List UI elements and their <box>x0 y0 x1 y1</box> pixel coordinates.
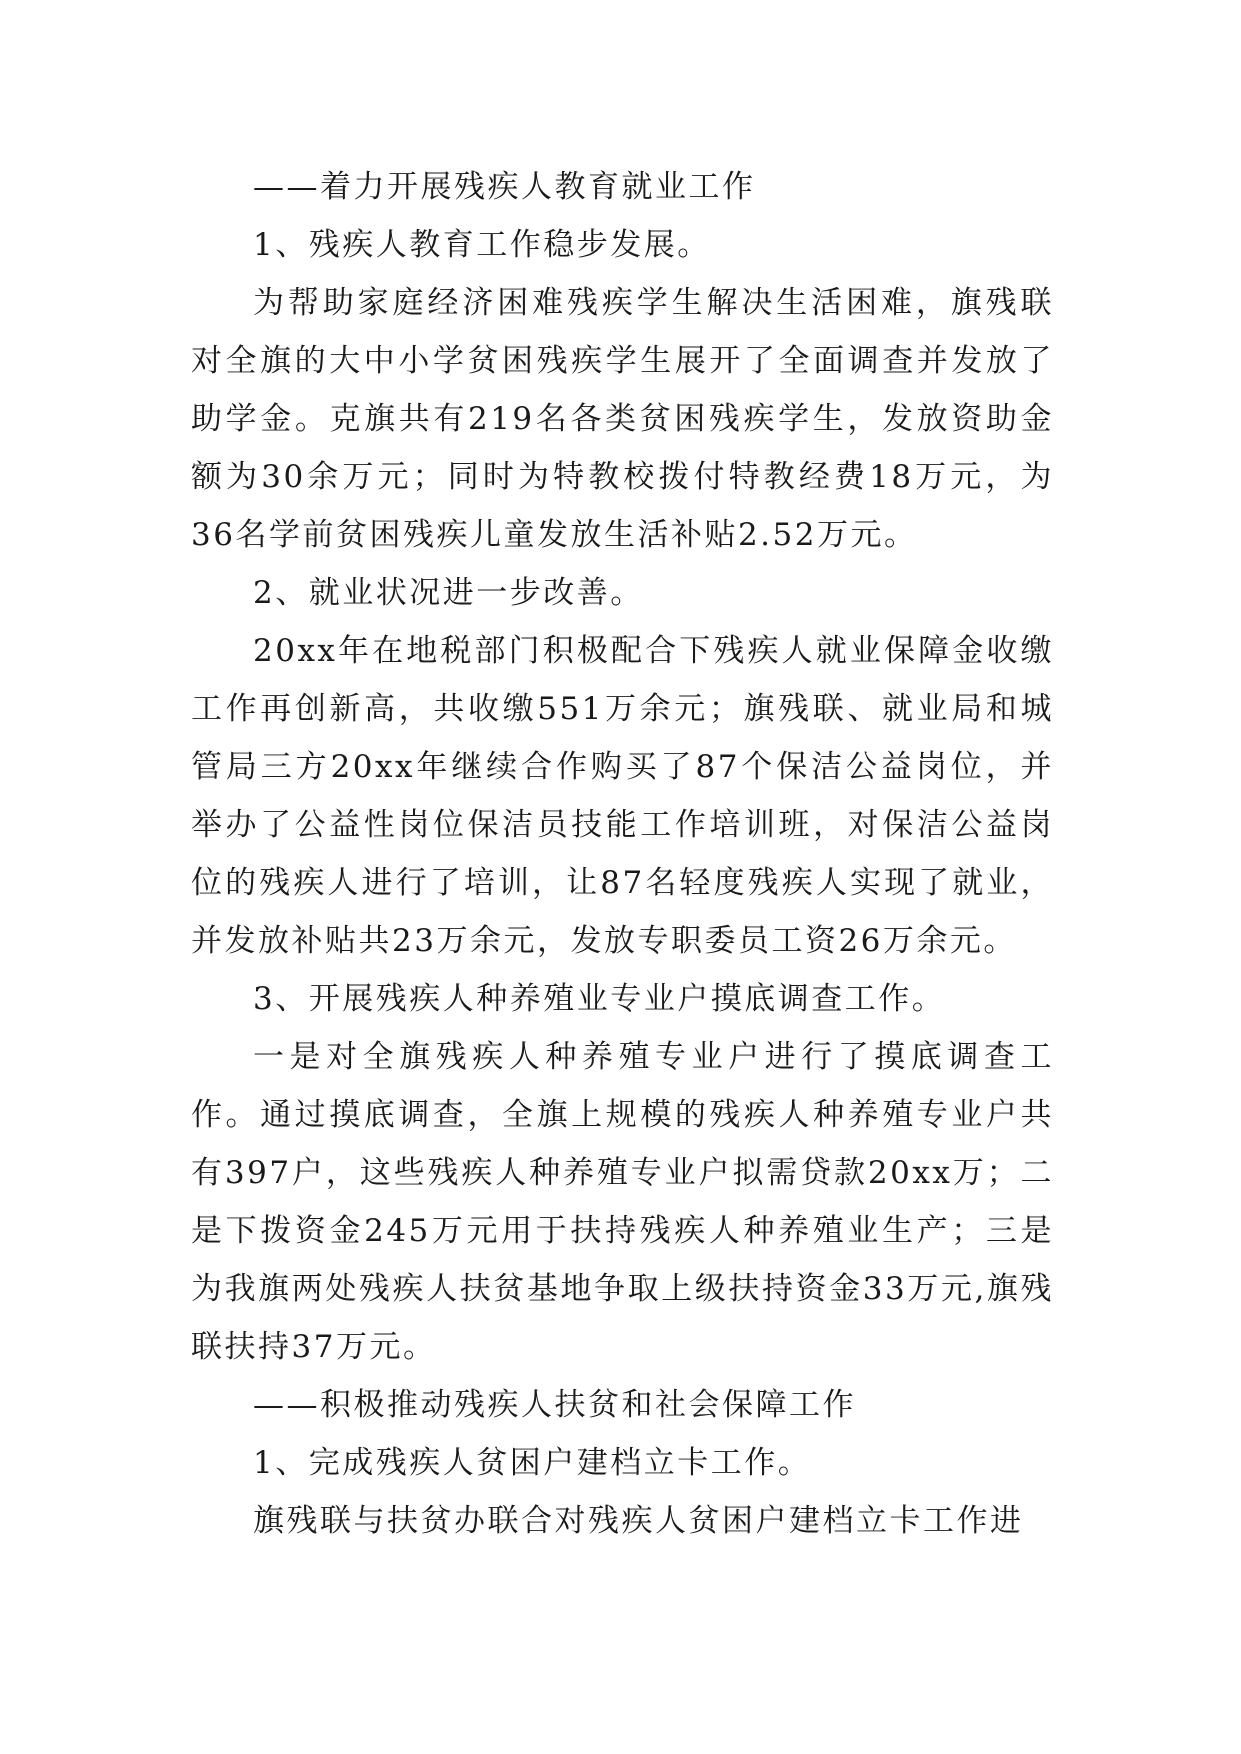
paragraph-poverty-files: 旗残联与扶贫办联合对残疾人贫困户建档立卡工作进 <box>253 1503 1024 1539</box>
paragraph-employment: 20xx年在地税部门积极配合下残疾人就业保障金收缴工作再创新高，共收缴551万余元；旗残联、就业局和城管局三方20xx年继续合作购买了87个保洁公益岗位，并举办了公益性岗位保洁员技能工作培训班，对保洁公益岗位的残疾人进行了培训，让87名轻度残疾人实现了就业，并发放补贴共23万余元，发放专职委员工资26万余元。 <box>191 633 1054 959</box>
subheading-employment: 2、就业状况进一步改善。 <box>253 575 644 611</box>
subheading-poverty-files: 1、完成残疾人贫困户建档立卡工作。 <box>253 1445 812 1481</box>
paragraph-education: 为帮助家庭经济困难残疾学生解决生活困难，旗残联对全旗的大中小学贫困残疾学生展开了全面调查并发放了助学金。克旗共有219名各类贫困残疾学生，发放资助金额为30余万元；同时为特教校拨付特教经费18万元，为36名学前贫困残疾儿童发放生活补贴2.52万元。 <box>191 285 1054 553</box>
paragraph-farming-survey: 一是对全旗残疾人种养殖专业户进行了摸底调查工作。通过摸底调查，全旗上规模的残疾人种养殖专业户共有397户，这些残疾人种养殖专业户拟需贷款20xx万；二是下拨资金245万元用于扶持残疾人种养殖业生产；三是为我旗两处残疾人扶贫基地争取上级扶持资金33万元,旗残联扶持37万元。 <box>191 1039 1054 1365</box>
section-heading-poverty-social-security: ——积极推动残疾人扶贫和社会保障工作 <box>253 1387 856 1423</box>
section-heading-education-employment: ——着力开展残疾人教育就业工作 <box>253 169 756 205</box>
subheading-farming-survey: 3、开展残疾人种养殖业专业户摸底调查工作。 <box>253 981 946 1017</box>
subheading-education: 1、残疾人教育工作稳步发展。 <box>253 227 711 263</box>
document-body <box>191 158 1054 1550</box>
